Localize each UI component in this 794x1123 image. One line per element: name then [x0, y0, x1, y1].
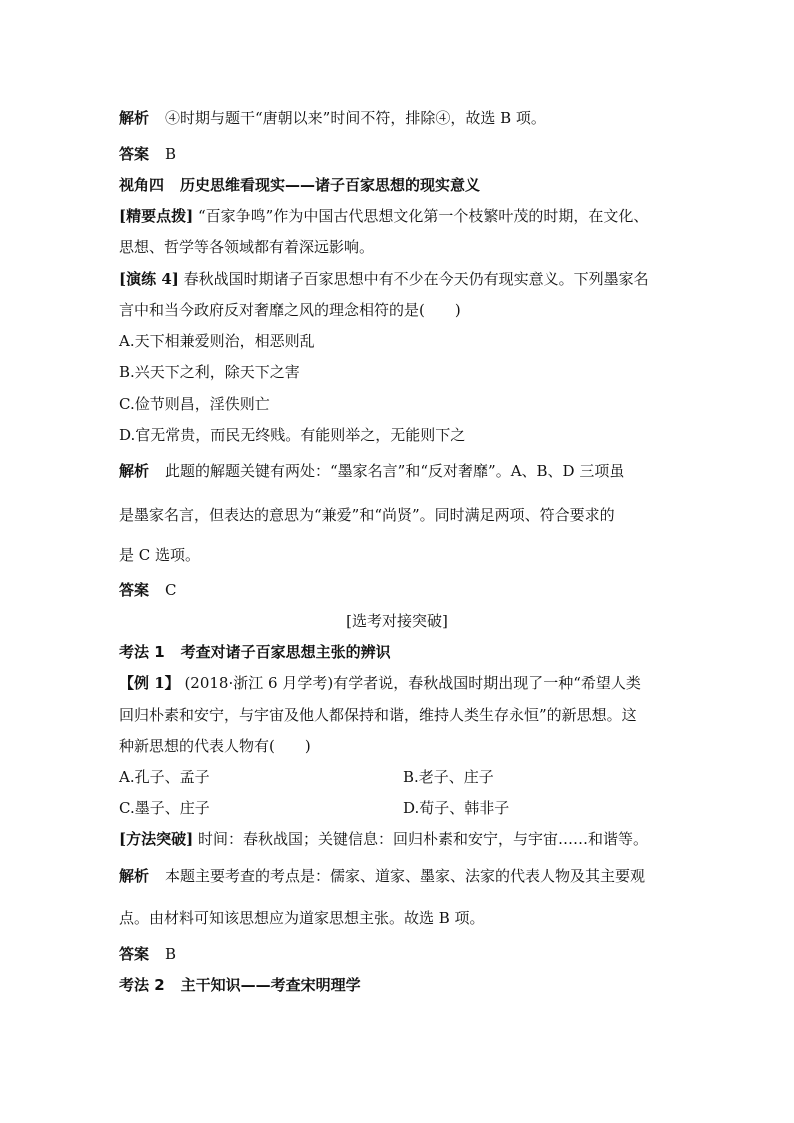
exercise-analysis-text-1: 此题的解题关键有两处：“墨家名言”和“反对奢靡”。A、B、D 三项虽 [165, 462, 625, 480]
analysis-text: ④时期与题干“唐朝以来”时间不符，排除④，故选 B 项。 [165, 109, 546, 127]
method2-heading [119, 975, 684, 995]
example1-text-1: 有学者说，春秋战国时期出现了一种“希望人类 [333, 674, 641, 692]
example1-option-c: C.墨子、庄子 [119, 799, 210, 817]
exercise-text-1: 春秋战国时期诸子百家思想中有不少在今天仍有现实意义。下列墨家名 [183, 270, 649, 288]
exercise-analysis-line-1 [119, 461, 684, 481]
method-tag: [方法突破] [119, 830, 194, 848]
option-a: A.天下相兼爱则治，相恶则乱 [119, 332, 315, 350]
method2-title: 主干知识——考查宋明理学 [180, 976, 361, 994]
guide-line-1 [119, 206, 684, 226]
guide-text-1: “百家争鸣”作为中国古代思想文化第一个枝繁叶茂的时期，在文化、 [197, 207, 649, 225]
option-d: D.官无常贵，而民无终贱。有能则举之，无能则下之 [119, 426, 466, 444]
example1-option-d: D.荀子、韩非子 [403, 799, 510, 817]
method2-label: 考法 2 [119, 976, 165, 994]
perspective-heading [119, 175, 684, 195]
answer-label: 答案 [119, 145, 150, 163]
example1-options-row-1 [119, 767, 684, 787]
perspective-title: 历史思维看现实——诸子百家思想的现实意义 [180, 176, 481, 194]
answer-value: B [165, 145, 177, 163]
exercise-analysis-label: 解析 [119, 462, 150, 480]
exercise-analysis-line-3: 是 C 选项。 [119, 546, 201, 564]
example1-line-3: 种新思想的代表人物有( ) [119, 737, 311, 755]
example1-analysis-label: 解析 [119, 867, 150, 885]
exercise-line-1 [119, 269, 684, 289]
method1-label: 考法 1 [119, 643, 165, 661]
example1-line-2: 回归朴素和安宁，与宇宙及他人都保持和谐，维持人类生存永恒”的新思想。这 [119, 706, 637, 724]
example1-tag: 【例 1】 [119, 674, 180, 692]
method-breakthrough [119, 829, 684, 849]
perspective-label: 视角四 [119, 176, 165, 194]
method-text: 时间：春秋战国；关键信息：回归朴素和安宁，与宇宙……和谐等。 [197, 830, 648, 848]
example1-answer-line [119, 944, 684, 964]
exercise-tag: [演练 4] [119, 270, 179, 288]
analysis-paragraph [119, 108, 684, 128]
exercise-line-2: 言中和当今政府反对奢靡之风的理念相符的是( ) [119, 301, 461, 319]
method1-heading [119, 642, 684, 662]
method1-title: 考查对诸子百家思想主张的辨识 [180, 643, 391, 661]
option-c: C.俭节则昌，淫佚则亡 [119, 395, 270, 413]
analysis-label: 解析 [119, 109, 150, 127]
example1-option-a: A.孔子、孟子 [119, 768, 210, 786]
option-b: B.兴天下之利，除天下之害 [119, 363, 300, 381]
guide-tag: [精要点拨] [119, 207, 194, 225]
example1-answer-label: 答案 [119, 945, 150, 963]
exercise-answer-line [119, 580, 684, 600]
exercise-analysis-line-2: 是墨家名言，但表达的意思为“兼爱”和“尚贤”。同时满足两项、符合要求的 [119, 506, 615, 524]
exercise-answer-label: 答案 [119, 581, 150, 599]
section-title: [选考对接突破] [346, 612, 448, 630]
example1-options-row-2 [119, 798, 684, 818]
example1-analysis-line-1 [119, 866, 684, 886]
answer-line [119, 144, 684, 164]
example1-answer-value: B [165, 945, 177, 963]
example1-source: (2018·浙江 6 月学考) [184, 674, 334, 692]
guide-line-2: 思想、哲学等各领域都有着深远影响。 [119, 238, 375, 256]
example1-analysis-line-2: 点。由材料可知该思想应为道家思想主张。故选 B 项。 [119, 909, 485, 927]
exercise-answer-value: C [165, 581, 177, 599]
example1-line-1 [119, 673, 684, 693]
example1-option-b: B.老子、庄子 [403, 768, 494, 786]
example1-analysis-text-1: 本题主要考查的考点是：儒家、道家、墨家、法家的代表人物及其主要观 [165, 867, 646, 885]
